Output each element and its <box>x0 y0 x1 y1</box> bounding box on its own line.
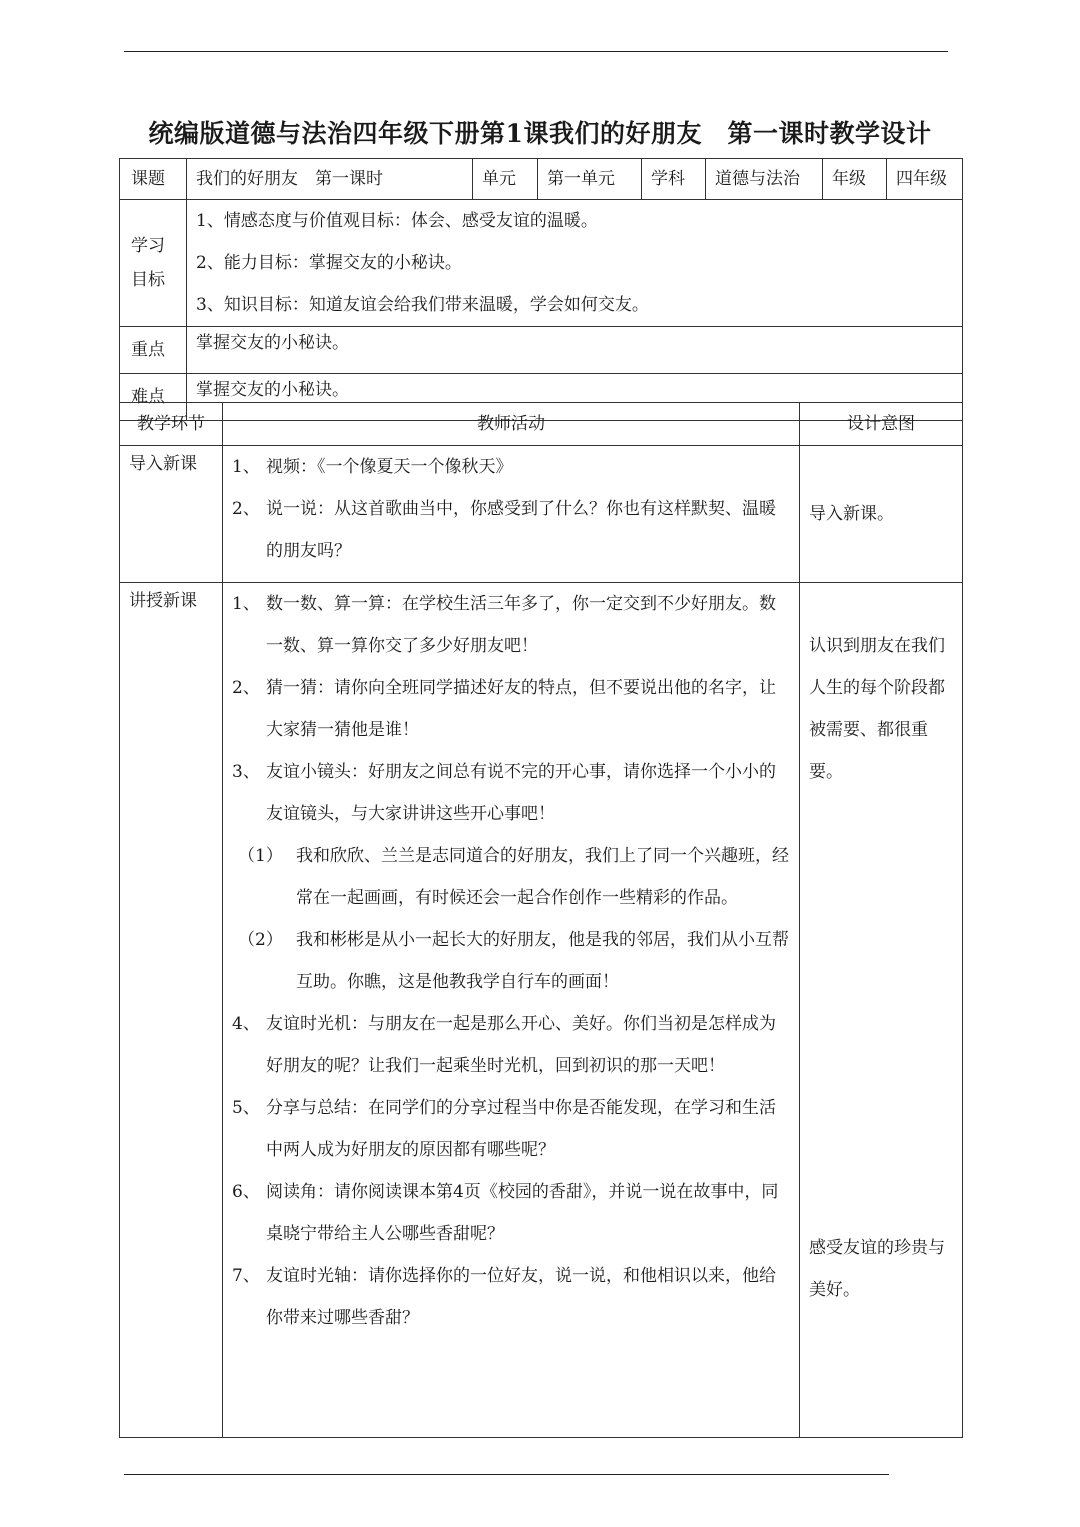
objective-item: 3、知识目标：知道友谊会给我们带来温暖，学会如何交友。 <box>196 295 649 315</box>
activity-num: 7、 <box>232 1266 260 1286</box>
objectives-list <box>187 200 963 327</box>
activity-text: 说一说：从这首歌曲当中，你感受到了什么？你也有这样默契、温暖的朋友吗？ <box>266 499 776 561</box>
activity-text: 友谊时光机：与朋友在一起是那么开心、美好。你们当初是怎样成为好朋友的呢？让我们一起乘坐时光机，回到初识的那一天吧！ <box>266 1014 776 1076</box>
intent-text-2: 感受友谊的珍贵与美好。 <box>809 1238 945 1300</box>
activity-num: 4、 <box>232 1014 260 1034</box>
activity-item <box>232 1255 790 1339</box>
intro-row <box>120 446 963 583</box>
activity-num: 2、 <box>232 499 260 519</box>
intent-text-1: 认识到朋友在我们人生的每个阶段都被需要、都很重要。 <box>809 636 945 782</box>
key-point-label: 重点 <box>120 327 187 374</box>
teach-row <box>120 583 963 1438</box>
difficulty-value: 掌握交友的小秘诀。 <box>187 374 963 421</box>
page-title: 统编版道德与法治四年级下册第1课我们的好朋友 第一课时教学设计 <box>148 119 932 148</box>
activity-num: 1、 <box>232 594 260 614</box>
objectives-label-line-1: 学习 <box>131 236 165 256</box>
teach-activities <box>223 583 800 1438</box>
activity-text: 数一数、算一算：在学校生活三年多了，你一定交到不少好朋友。数一数、算一算你交了多少好朋友吧！ <box>266 594 776 656</box>
activity-item <box>232 1003 790 1087</box>
info-row <box>120 159 963 200</box>
subitem-text: 我和欣欣、兰兰是志同道合的好朋友，我们上了同一个兴趣班，经常在一起画画，有时候还会一起合作创作一些精彩的作品。 <box>296 846 789 908</box>
objectives-label <box>120 200 187 327</box>
objective-item: 1、情感态度与价值观目标：体会、感受友谊的温暖。 <box>196 211 598 231</box>
grade-label: 年级 <box>823 159 887 200</box>
activity-num: 1、 <box>232 457 260 477</box>
key-point-value: 掌握交友的小秘诀。 <box>187 327 963 374</box>
activity-item <box>232 1171 790 1255</box>
activity-text: 友谊时光轴：请你选择你的一位好友，说一说，和他相识以来，他给你带来过哪些香甜？ <box>266 1266 776 1328</box>
objectives-row <box>120 200 963 327</box>
subject-value: 道德与法治 <box>706 159 823 200</box>
activity-item <box>232 751 790 835</box>
activity-subitem <box>232 919 790 1003</box>
subitem-num: （1） <box>238 846 283 866</box>
activity-text: 分享与总结：在同学们的分享过程当中你是否能发现，在学习和生活中两人成为好朋友的原因都有哪些呢？ <box>266 1098 776 1160</box>
activity-text: 阅读角：请你阅读课本第4页《校园的香甜》，并说一说在故事中，同桌晓宁带给主人公哪些香甜呢？ <box>266 1182 779 1244</box>
bottom-rule <box>124 1474 889 1475</box>
teaching-plan-table <box>119 402 963 1438</box>
objectives-label-line-2: 目标 <box>131 270 165 290</box>
header-intent: 设计意图 <box>800 403 963 446</box>
topic-value: 我们的好朋友 第一课时 <box>187 159 473 200</box>
teach-stage: 讲授新课 <box>120 583 223 1438</box>
intro-stage: 导入新课 <box>120 446 223 583</box>
topic-label: 课题 <box>120 159 187 200</box>
activity-num: 5、 <box>232 1098 260 1118</box>
unit-label: 单元 <box>473 159 538 200</box>
activity-subitem <box>232 835 790 919</box>
activity-num: 2、 <box>232 678 260 698</box>
subitem-text: 我和彬彬是从小一起长大的好朋友，他是我的邻居，我们从小互帮互助。你瞧，这是他教我学自行车的画面！ <box>296 930 789 992</box>
top-rule <box>124 51 948 52</box>
activity-text: 友谊小镜头：好朋友之间总有说不完的开心事，请你选择一个小小的友谊镜头，与大家讲讲这些开心事吧！ <box>266 762 776 824</box>
teach-intent <box>800 583 963 1438</box>
header-stage: 教学环节 <box>120 403 223 446</box>
activity-text: 视频：《一个像夏天一个像秋天》 <box>266 457 513 477</box>
activity-text: 猜一猜：请你向全班同学描述好友的特点，但不要说出他的名字，让大家猜一猜他是谁！ <box>266 678 776 740</box>
activity-num: 6、 <box>232 1182 260 1202</box>
difficulty-label: 难点 <box>120 374 187 421</box>
unit-value: 第一单元 <box>538 159 642 200</box>
intro-activities <box>223 446 800 583</box>
plan-header-row <box>120 403 963 446</box>
grade-value: 四年级 <box>887 159 963 200</box>
key-point-row <box>120 327 963 374</box>
intro-intent: 导入新课。 <box>800 446 963 583</box>
activity-item <box>232 1087 790 1171</box>
subitem-num: （2） <box>238 930 283 950</box>
header-activity: 教师活动 <box>223 403 800 446</box>
activity-num: 3、 <box>232 762 260 782</box>
activity-item <box>232 446 790 488</box>
objective-item: 2、能力目标：掌握交友的小秘诀。 <box>196 253 462 273</box>
subject-label: 学科 <box>642 159 706 200</box>
activity-item <box>232 583 790 667</box>
lesson-info-table <box>119 158 963 421</box>
activity-item <box>232 488 790 572</box>
activity-item <box>232 667 790 751</box>
